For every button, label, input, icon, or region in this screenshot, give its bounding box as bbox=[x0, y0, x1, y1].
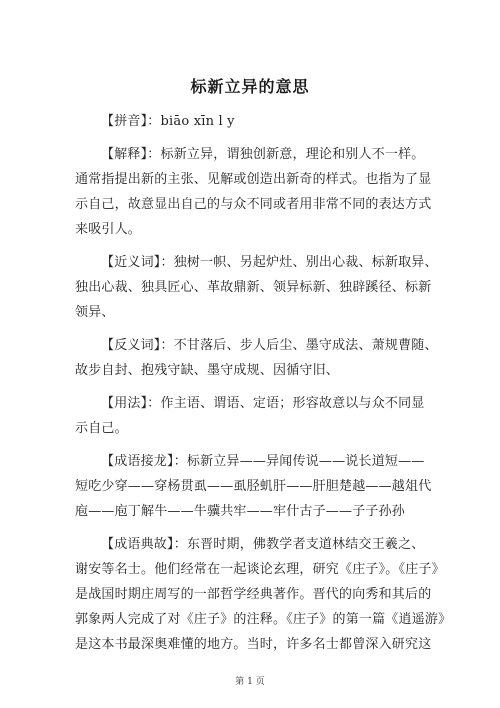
page-number: 第 1 页 bbox=[235, 677, 265, 687]
pinyin-paragraph bbox=[75, 109, 427, 134]
text-line: 【近义词】：独树一帜、另起炉灶、别出心裁、标新取异、 bbox=[101, 255, 438, 270]
text-line: 是这本书最深奥难懂的地方。当时，许多名士都曾深入研究这 bbox=[75, 637, 432, 652]
text-line: 独出心裁、独具匠心、革故鼎新、领异标新、独辟蹊径、标新 bbox=[75, 280, 432, 295]
text-line: 是战国时期庄周写的一部哲学经典著作。晋代的向秀和其后的 bbox=[75, 587, 432, 602]
text-line: 故步自封、抱残守缺、墨守成规、因循守旧、 bbox=[75, 363, 340, 378]
text-line: 谢安等名士。他们经常在一起谈论玄理，研究《庄子》。《庄子》 bbox=[75, 562, 445, 577]
page-title: 标新立异的意思 bbox=[190, 77, 310, 96]
text-line: 示自己，故意显出自己的与众不同或者用非常不同的表达方式 bbox=[75, 197, 432, 212]
text-line: 【成语典故】：东晋时期，佛教学者支道林结交王羲之、 bbox=[101, 537, 425, 552]
text-line: 领异、 bbox=[75, 305, 115, 320]
text-line: 【反义词】：不甘落后、步人后尘、墨守成法、萧规曹随、 bbox=[101, 338, 438, 353]
text-line: 通常指提出新的主张、见解或创造出新奇的样式。也指为了显 bbox=[75, 172, 432, 187]
text-line: 【拼音】：biāo xīn l y bbox=[101, 114, 235, 129]
synonyms-paragraph bbox=[75, 250, 438, 325]
text-line: 庖——庖丁解牛——牛骥共牢——牢什古子——子子孙孙 bbox=[75, 504, 406, 519]
text-line: 【解释】：标新立异，谓独创新意，理论和别人不一样。 bbox=[101, 147, 425, 162]
antonyms-paragraph bbox=[75, 333, 438, 383]
text-line: 短吃少穿——穿杨贯虱——虱胫虮肝——肝胆楚越——越俎代 bbox=[75, 479, 432, 494]
allusion-paragraph bbox=[75, 532, 452, 657]
text-line: 【用法】：作主语、谓语、定语；形容故意以与众不同显 bbox=[101, 396, 425, 411]
usage-paragraph bbox=[75, 391, 427, 441]
definition-paragraph bbox=[75, 142, 432, 242]
text-line: 郭象两人完成了对《庄子》的注释。《庄子》的第一篇《逍遥游》 bbox=[75, 612, 452, 627]
document-body bbox=[75, 109, 452, 665]
text-line: 示自己。 bbox=[75, 421, 128, 436]
text-line: 【成语接龙】：标新立异——异闻传说——说长道短—— bbox=[101, 454, 425, 469]
text-line: 来吸引人。 bbox=[75, 222, 142, 237]
idiom-chain-paragraph bbox=[75, 449, 432, 524]
